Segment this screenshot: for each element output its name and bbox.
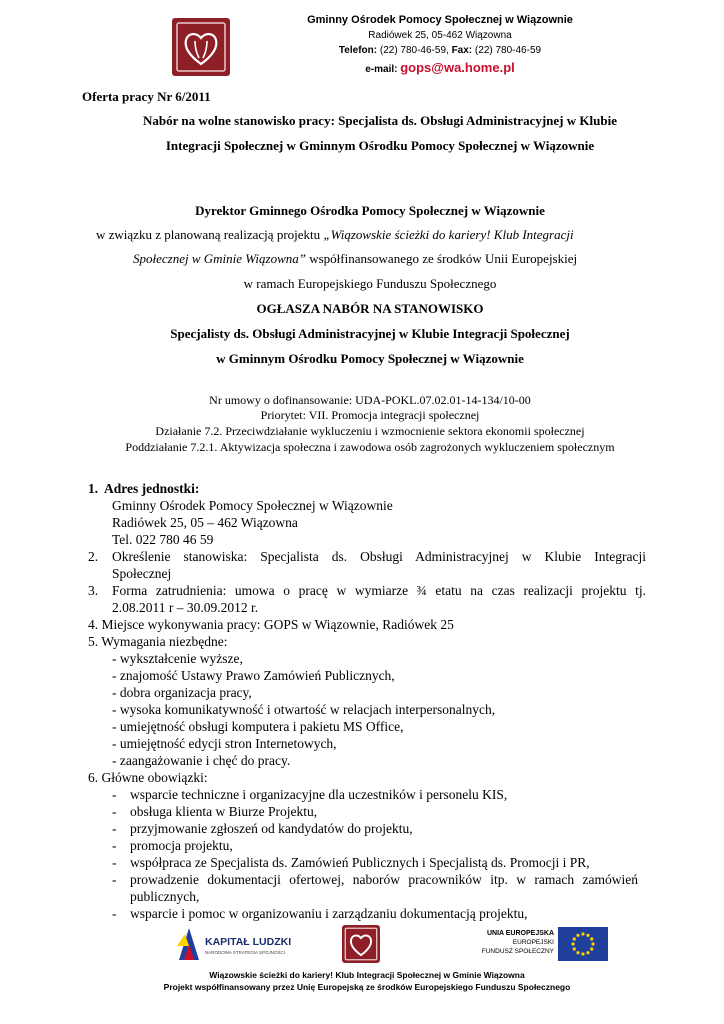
gops-logo bbox=[172, 18, 230, 76]
duty-item: obsługa klienta w Biurze Projektu, bbox=[130, 804, 318, 819]
kapital-ludzki-icon bbox=[175, 926, 203, 962]
duty-item: współpraca ze Specjalista ds. Zamówień Publicznych i Specjalistą ds. Promocji i PR, bbox=[130, 855, 590, 870]
requirement-item: - zaangażowanie i chęć do pracy. bbox=[112, 753, 291, 768]
tooth-heart-icon bbox=[172, 18, 230, 76]
duty-dash: - bbox=[112, 872, 117, 887]
section-1-org: Gminny Ośrodek Pomocy Społecznej w Wiązownie bbox=[112, 498, 393, 513]
section-3-line-1: Forma zatrudnienia: umowa o pracę w wymiarze ¾ etatu na czas realizacji projektu tj. bbox=[112, 583, 646, 598]
eu-text bbox=[470, 929, 554, 956]
offer-number: Oferta pracy Nr 6/2011 bbox=[82, 89, 211, 104]
email-link[interactable]: gops@wa.home.pl bbox=[400, 60, 515, 75]
duty-dash: - bbox=[112, 804, 117, 819]
section-1-address: Radiówek 25, 05 – 462 Wiązowna bbox=[112, 515, 298, 530]
section-1-title: Adres jednostki: bbox=[104, 481, 200, 496]
contract-number: Nr umowy o dofinansowanie: UDA-POKL.07.02.01-14-134/10-00 bbox=[209, 393, 531, 407]
phone-value: (22) 780-46-59, bbox=[379, 45, 449, 56]
fax-label: Fax: bbox=[451, 45, 473, 56]
project-line-1 bbox=[96, 227, 574, 243]
tooth-heart-icon bbox=[342, 925, 380, 963]
section-3-number: 3. bbox=[88, 583, 99, 598]
eu-line-2: EUROPEJSKI bbox=[512, 939, 554, 946]
duty-dash: - bbox=[112, 838, 117, 853]
duty-item: promocja projektu, bbox=[130, 838, 233, 853]
footer-line-1: Wiązowskie ścieżki do kariery! Klub Integracji Społecznej w Gminie Wiązowna bbox=[209, 970, 525, 980]
offer-headline-1: Nabór na wolne stanowisko pracy: Specjalista ds. Obsługi Administracyjnej w Klubie bbox=[143, 113, 617, 128]
duty-dash: - bbox=[112, 787, 117, 802]
duty-dash: - bbox=[112, 855, 117, 870]
position-title-2: w Gminnym Ośrodku Pomocy Społecznej w Wiązownie bbox=[216, 351, 524, 366]
phone-label: Telefon: bbox=[338, 45, 378, 56]
duty-dash: - bbox=[112, 906, 117, 921]
duty-dash: - bbox=[112, 821, 117, 836]
requirement-item: - dobra organizacja pracy, bbox=[112, 685, 252, 700]
section-2-line-1: Określenie stanowiska: Specjalista ds. Obsługi Administracyjnej w Klubie Integracji bbox=[112, 549, 646, 564]
requirement-item: - umiejętność obsługi komputera i pakietu MS Office, bbox=[112, 719, 404, 734]
requirement-item: - znajomość Ustawy Prawo Zamówień Publicznych, bbox=[112, 668, 395, 683]
email-label: e-mail: bbox=[365, 64, 398, 75]
duty-item: prowadzenie dokumentacji ofertowej, naborów pracowników itp. w ramach zamówień bbox=[130, 872, 638, 887]
eu-line-3: FUNDUSZ SPOŁECZNY bbox=[481, 948, 554, 955]
kapital-ludzki-logo bbox=[175, 926, 295, 966]
project-line-3: w ramach Europejskiego Funduszu Społecznego bbox=[243, 276, 497, 291]
section-2-number: 2. bbox=[88, 549, 99, 564]
contract-action: Działanie 7.2. Przeciwdziałanie wykluczeniu i wzmocnienie sektora ekonomii społecznej bbox=[155, 424, 585, 438]
duty-item: wsparcie techniczne i organizacyjne dla uczestników i personelu KIS, bbox=[130, 787, 508, 802]
project-line-2 bbox=[133, 251, 577, 267]
section-6-title: 6. Główne obowiązki: bbox=[88, 770, 208, 785]
project-name-end: Społecznej w Gminie Wiązowna” bbox=[133, 251, 306, 266]
project-name-start: „Wiązowskie ścieżki do kariery! Klub Integracji bbox=[323, 227, 574, 242]
header-org-name: Gminny Ośrodek Pomocy Społecznej w Wiązownie bbox=[307, 14, 573, 26]
header-contact bbox=[240, 45, 640, 56]
kapital-ludzki-title: KAPITAŁ LUDZKI bbox=[205, 936, 292, 948]
eu-line-1: UNIA EUROPEJSKA bbox=[486, 930, 554, 937]
header-address: Radiówek 25, 05-462 Wiązowna bbox=[368, 30, 512, 41]
section-1-number: 1. bbox=[88, 481, 99, 496]
project-intro: w związku z planowaną realizacją projektu bbox=[96, 227, 324, 242]
contract-subaction: Poddziałanie 7.2.1. Aktywizacja społeczna i zawodowa osób zagrożonych wykluczeniem społecznym bbox=[125, 440, 615, 454]
requirement-item: - umiejętność edycji stron Internetowych, bbox=[112, 736, 337, 751]
duty-item: przyjmowanie zgłoszeń od kandydatów do projektu, bbox=[130, 821, 413, 836]
requirement-item: - wykształcenie wyższe, bbox=[112, 651, 243, 666]
director-line: Dyrektor Gminnego Ośrodka Pomocy Społecznej w Wiązownie bbox=[195, 203, 545, 218]
gops-footer-logo bbox=[342, 925, 380, 963]
position-title-1: Specjalisty ds. Obsługi Administracyjnej w Klubie Integracji Społecznej bbox=[170, 326, 570, 341]
header-email-row bbox=[240, 60, 640, 75]
footer-line-2: Projekt współfinansowany przez Unię Europejską ze środków Europejskiego Funduszu Społecznego bbox=[163, 982, 571, 992]
section-3-line-2: 2.08.2011 r – 30.09.2012 r. bbox=[112, 600, 259, 615]
contract-priority: Priorytet: VII. Promocja integracji społecznej bbox=[260, 408, 480, 422]
fax-value: (22) 780-46-59 bbox=[474, 45, 542, 56]
cofinancing-text: współfinansowanego ze środków Unii Europejskiej bbox=[305, 251, 578, 266]
section-1-phone: Tel. 022 780 46 59 bbox=[112, 532, 214, 547]
requirement-item: - wysoka komunikatywność i otwartość w relacjach interpersonalnych, bbox=[112, 702, 496, 717]
duty-item: wsparcie i pomoc w organizowaniu i zarządzaniu dokumentacją projektu, bbox=[130, 906, 528, 921]
duty-item-continued: publicznych, bbox=[130, 889, 200, 904]
announces-heading: OGŁASZA NABÓR NA STANOWISKO bbox=[256, 301, 484, 316]
section-5-title: 5. Wymagania niezbędne: bbox=[88, 634, 228, 649]
eu-flag-icon bbox=[558, 927, 608, 961]
section-2-line-2: Społecznej bbox=[112, 566, 172, 581]
kapital-ludzki-subtitle: NARODOWA STRATEGIA SPÓJNOŚCI bbox=[205, 950, 286, 955]
section-4: 4. Miejsce wykonywania pracy: GOPS w Wiązownie, Radiówek 25 bbox=[88, 617, 454, 632]
offer-headline-2: Integracji Społecznej w Gminnym Ośrodku Pomocy Społecznej w Wiązownie bbox=[165, 138, 595, 153]
